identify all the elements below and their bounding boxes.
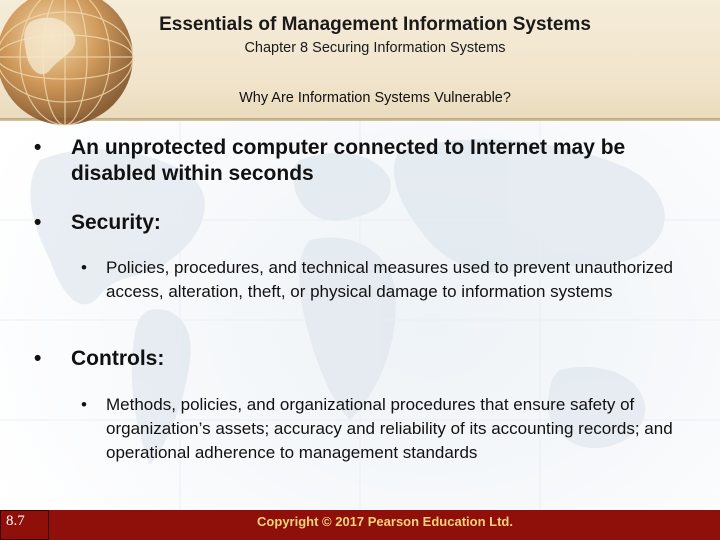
deck-title: Essentials of Management Information Systems — [159, 14, 591, 35]
bullet-marker: • — [34, 136, 42, 159]
bullet-marker: • — [81, 258, 87, 277]
copyright-notice: Copyright © 2017 Pearson Education Ltd. — [257, 514, 513, 529]
bullet-text: Security: — [71, 211, 161, 234]
bullet-marker: • — [34, 347, 42, 370]
sub-bullet-controls-definition — [81, 393, 676, 465]
slide-title: Why Are Information Systems Vulnerable? — [239, 90, 511, 106]
bullet-controls — [34, 346, 671, 372]
bullet-marker: • — [81, 395, 87, 414]
sub-bullet-security-definition — [81, 256, 676, 304]
bullet-text: Policies, procedures, and technical measures used to prevent unauthorized access, alteration, theft, or physical damage to information systems — [106, 258, 674, 301]
bullet-security — [34, 210, 671, 236]
page-number: 8.7 — [6, 513, 25, 529]
chapter-title: Chapter 8 Securing Information Systems — [244, 40, 506, 56]
bullet-text: An unprotected computer connected to Internet may be disabled within seconds — [71, 136, 626, 185]
bullet-unprotected-computer — [34, 135, 671, 187]
bullet-marker: • — [34, 211, 42, 234]
bullet-text: Methods, policies, and organizational procedures that ensure safety of organization’s assets; accuracy and reliability of its accounting records; and operational adherence to management standards — [106, 395, 673, 462]
bullet-text: Controls: — [71, 347, 165, 370]
